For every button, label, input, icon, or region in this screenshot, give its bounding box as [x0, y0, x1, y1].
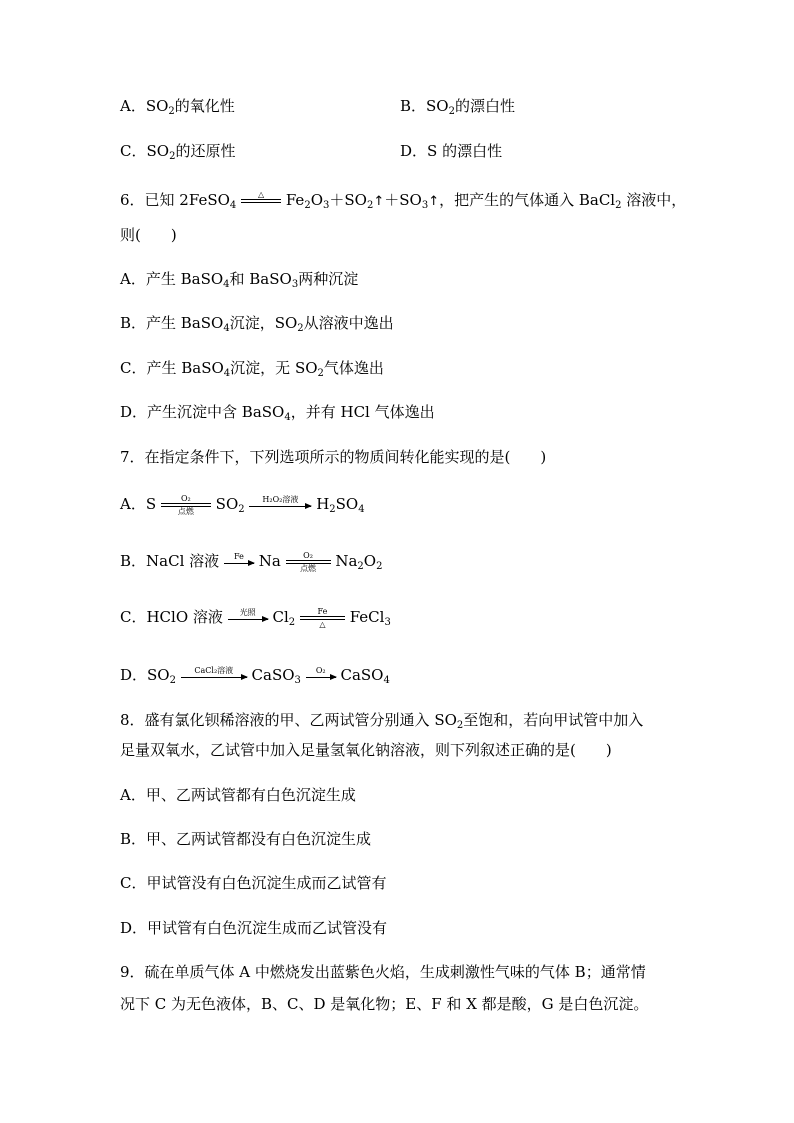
- q6-option-a: A．产生 BaSO$_4$和 BaSO$_3$两种沉淀: [120, 270, 359, 290]
- q7-option-b: B．NaCl 溶液 Fe Na O₂ 点燃 $Na_2O_2$: [120, 551, 383, 573]
- q7b-equals-sign-2: O₂ 点燃: [286, 551, 331, 573]
- q9-stem-line1: 9．硫在单质气体 A 中燃烧发出蓝紫色火焰，生成刺激性气味的气体 B；通常情: [120, 963, 646, 981]
- q6-stem-line1: 6．已知 2FeSO$_4$ △ $Fe_2O_3+SO_2↑+SO_3↑$，把产生的气体通入 BaCl$_2$ 溶液中，: [120, 190, 687, 211]
- q7d-arrow-1: CaCl₂溶液: [181, 666, 247, 687]
- gas-up-arrow-icon: ↑: [428, 194, 440, 209]
- gas-up-arrow-icon: ↑: [373, 194, 385, 209]
- q8-option-a: A．甲、乙两试管都有白色沉淀生成: [120, 786, 356, 804]
- q7b-arrow-1: Fe: [224, 552, 254, 573]
- q7-option-a: A．S O₂ 点燃 $SO_2$ H₂O₂溶液 $H_2SO_4$: [120, 494, 365, 516]
- q8-option-d: D．甲试管有白色沉淀生成而乙试管没有: [120, 919, 388, 937]
- q7-stem: 7．在指定条件下，下列选项所示的物质间转化能实现的是( ): [120, 448, 547, 466]
- q7a-equals-sign-1: O₂ 点燃: [161, 494, 211, 516]
- q7d-arrow-2: O₂: [306, 666, 336, 687]
- q5-option-b: B．$SO_2$的漂白性: [400, 97, 515, 117]
- q6-option-d: D．产生沉淀中含 BaSO$_4$，并有 HCl 气体逸出: [120, 403, 435, 423]
- q8-option-c: C．甲试管没有白色沉淀生成而乙试管有: [120, 874, 387, 892]
- q7c-arrow-1: 光照: [228, 608, 268, 629]
- q8-option-b: B．甲、乙两试管都没有白色沉淀生成: [120, 830, 372, 848]
- q6-option-b: B．产生 BaSO$_4$沉淀，$SO_2$从溶液中逸出: [120, 314, 394, 334]
- q8-stem-line1: 8．盛有氯化钡稀溶液的甲、乙两试管分别通入 $SO_2$至饱和，若向甲试管中加入: [120, 711, 644, 731]
- q9-stem-line2: 况下 C 为无色液体，B、C、D 是氧化物；E、F 和 X 都是酸，G 是白色沉淀。: [120, 995, 649, 1013]
- q7-option-d: D．$SO_2$ CaCl₂溶液 CaSO$_3$ O₂ CaSO$_4$: [120, 665, 390, 686]
- q7a-arrow-2: H₂O₂溶液: [249, 495, 311, 516]
- q7-option-c: C．HClO 溶液 光照 $Cl_2$ Fe △ FeCl$_3$: [120, 607, 391, 629]
- q7c-equals-sign-2: Fe △: [300, 607, 345, 629]
- q6-stem-line2: 则( ): [120, 226, 177, 244]
- q8-stem-line2: 足量双氧水，乙试管中加入足量氢氧化钠溶液，则下列叙述正确的是( ): [120, 741, 612, 759]
- q5-option-d: D．S 的漂白性: [400, 142, 503, 160]
- q5-option-c: C．$SO_2$的还原性: [120, 142, 236, 162]
- q6-option-c: C．产生 BaSO$_4$沉淀，无 $SO_2$气体逸出: [120, 359, 384, 379]
- q6-heat-equals-sign: △: [241, 190, 281, 212]
- q5-option-a: A．$SO_2$的氧化性: [120, 97, 235, 117]
